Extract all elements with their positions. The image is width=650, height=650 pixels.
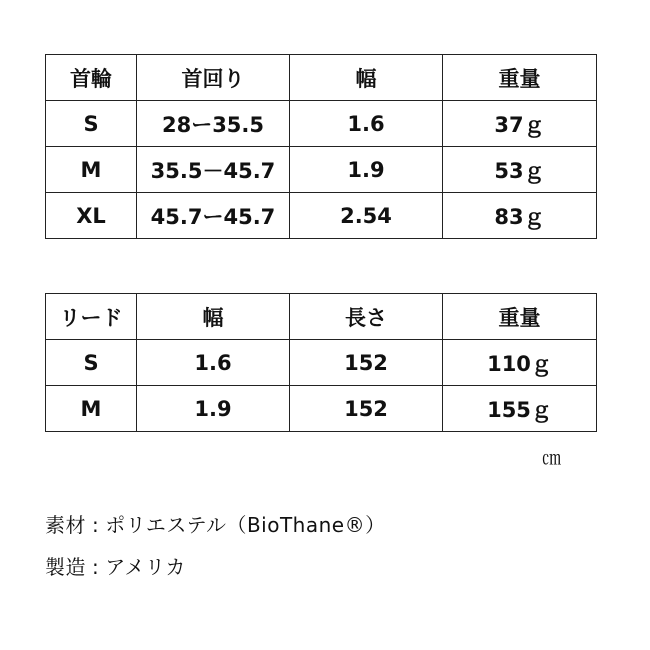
size-cell: M — [46, 386, 137, 432]
size-cell: S — [46, 340, 137, 386]
width-cell: 1.6 — [290, 101, 443, 147]
width-cell: 2.54 — [290, 193, 443, 239]
width-cell: 1.9 — [137, 386, 290, 432]
header-cell: 長さ — [290, 294, 443, 340]
header-cell: 幅 — [290, 55, 443, 101]
length-cell: 152 — [290, 386, 443, 432]
weight-cell: 37ｇ — [443, 101, 597, 147]
weight-cell: 53ｇ — [443, 147, 597, 193]
size-cell: XL — [46, 193, 137, 239]
origin-separator: : — [92, 555, 100, 579]
table-header-row — [46, 294, 597, 340]
table-row — [46, 386, 597, 432]
header-cell: 重量 — [443, 55, 597, 101]
material-label: 素材 — [45, 513, 86, 537]
neck-cell: 28ー35.5 — [137, 101, 290, 147]
table-row — [46, 101, 597, 147]
origin-value: アメリカ — [105, 555, 186, 579]
size-cell: M — [46, 147, 137, 193]
table-row — [46, 147, 597, 193]
collar-size-table — [45, 54, 597, 239]
weight-cell: 155ｇ — [443, 386, 597, 432]
weight-cell: 110ｇ — [443, 340, 597, 386]
material-value: ポリエステル（BioThane®） — [105, 513, 386, 537]
material-separator: : — [92, 513, 100, 537]
header-cell: 首輪 — [46, 55, 137, 101]
material-line — [45, 509, 386, 538]
lead-size-table — [45, 293, 597, 432]
header-cell: 重量 — [443, 294, 597, 340]
table-row — [46, 340, 597, 386]
width-cell: 1.6 — [137, 340, 290, 386]
header-cell: リード — [46, 294, 137, 340]
length-cell: 152 — [290, 340, 443, 386]
table-row — [46, 193, 597, 239]
table-header-row — [46, 55, 597, 101]
weight-cell: 83ｇ — [443, 193, 597, 239]
header-cell: 首回り — [137, 55, 290, 101]
neck-cell: 45.7ー45.7 — [137, 193, 290, 239]
neck-cell: 35.5－45.7 — [137, 147, 290, 193]
origin-label: 製造 — [45, 555, 86, 579]
origin-line — [45, 551, 186, 580]
size-cell: S — [46, 101, 137, 147]
header-cell: 幅 — [137, 294, 290, 340]
width-cell: 1.9 — [290, 147, 443, 193]
unit-label: ㎝ — [542, 447, 562, 469]
